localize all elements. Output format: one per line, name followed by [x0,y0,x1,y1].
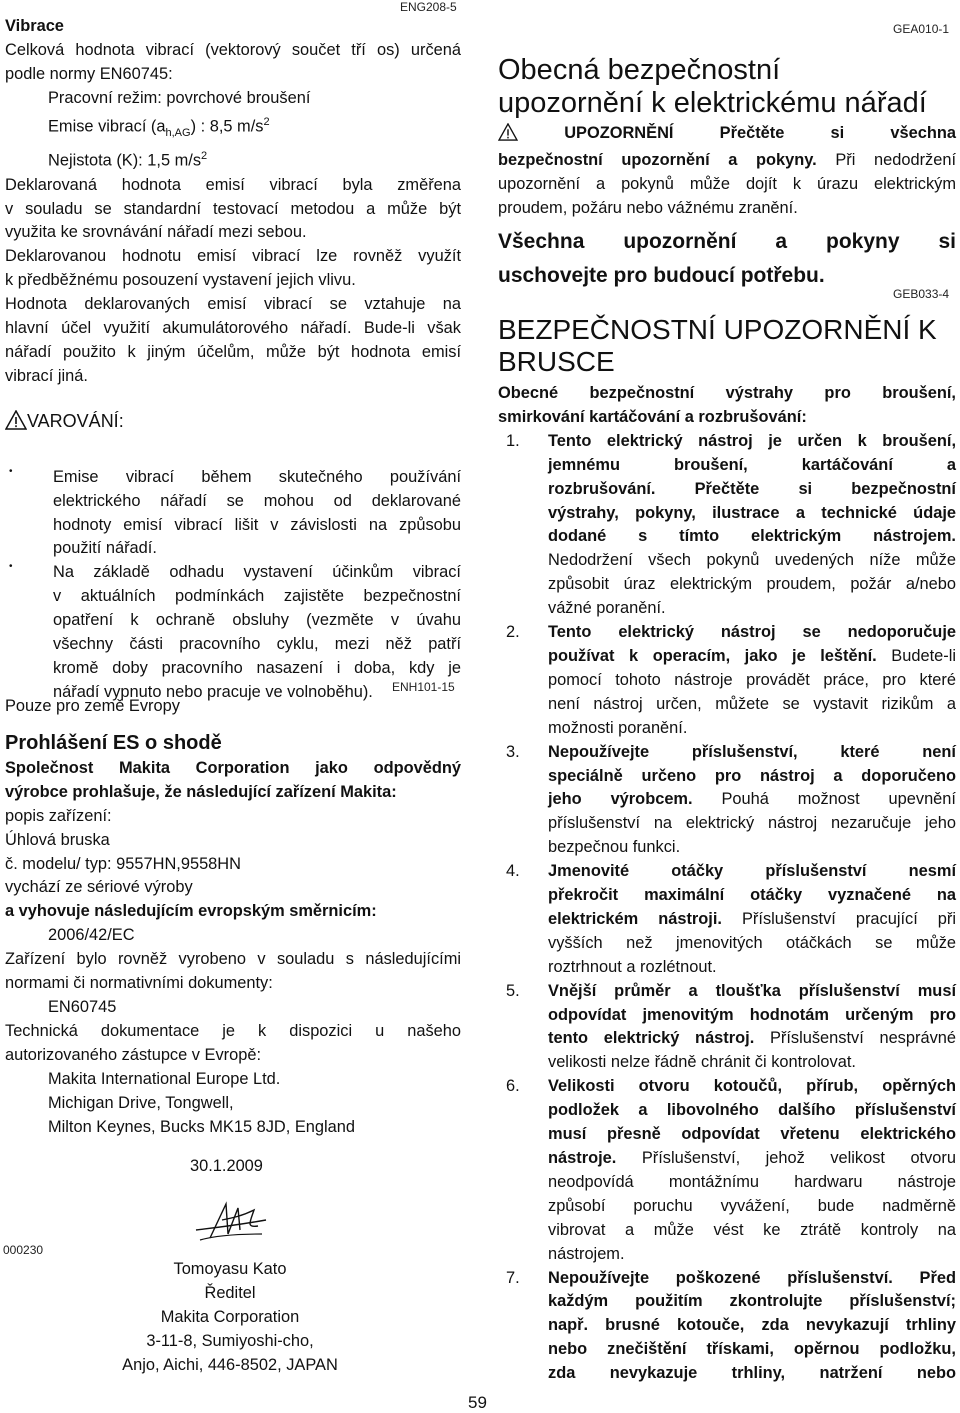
grinder-title: BEZPEČNOSTNÍ UPOZORNĚNÍ K [498,314,937,345]
right-column [498,54,956,293]
paragraph-line: Deklarovaná hodnota emisí vibrací byla změřena [5,175,461,194]
paragraph-line: vibrací jiná. [5,366,88,385]
warning-heading: VAROVÁNÍ: [5,410,461,437]
list-item-line: hodnoty emisí vibrací lišit v závislosti na způsobu [53,515,461,534]
item-number: 2. [506,623,520,642]
declaration-text: výrobce prohlašuje, že následující zařízení Makita: [5,782,397,801]
signatory-block [90,1258,370,1378]
item-number: 7. [506,1268,520,1287]
list-item-line: opatření k ochraně obsluhy (vezměte v úvahu [53,611,461,630]
item-line: Vnější průměr a tloušťka příslušenství musí [548,981,956,1000]
device-label: popis zařízení: [5,806,112,825]
address-line: Michigan Drive, Tongwell, [48,1093,234,1112]
signatory-line: Ředitel [204,1283,256,1302]
safety-item [498,430,956,621]
list-item-line: Emise vibrací během skutečného používání [53,467,461,486]
item-line: jemnému broušení, kartáčování a [548,455,956,474]
paragraph-line: využita ke srovnávání nářadí mezi sebou. [5,223,307,242]
item-line: podložek a libovolného dalšího příslušenství [548,1101,956,1120]
item-line: způsobit úraz elektrickým proudem, požár a/nebo [548,575,956,594]
geb-code: GEB033-4 [893,287,950,301]
warning-line: proudem, požáru nebo vážnému zranění. [498,198,798,217]
model-line: č. modelu/ typ: 9557HN,9558HN [5,854,241,873]
list-item [5,466,461,562]
keep-instructions: Všechna upozornění a pokyny si [498,229,956,253]
list-item-line: elektrického nářadí se mohou od deklarované [53,491,461,510]
general-safety-title: upozornění k elektrickému nářadí [498,87,927,119]
grinder-title: BRUSCE [498,346,615,377]
signature-image [192,1190,272,1255]
vibration-emission: Emise vibrací $(a_{h,AG})$ : 8,5 $m/s^2$ [48,115,270,139]
left-column [5,15,461,705]
item-line: rozbrušování. Přečtěte si bezpečnostní [548,479,956,498]
paragraph-line: nářadí použito k jiným účelům, může být hodnota emisí [5,343,461,361]
item-line: musí přesně odpovídat vřetenu elektrického [548,1125,956,1144]
item-line: elektrickém nástroji. Příslušenství pracující při [548,909,956,928]
grinder-intro: smirkování kartáčování a rozbrušování: [498,407,807,426]
general-safety-title: Obecná bezpečnostní [498,54,781,86]
item-line: speciálně určeno pro nástroj a doporučeno [548,766,956,785]
tech-doc-text: Technická dokumentace je k dispozici u našeho [5,1021,461,1040]
item-line: tento elektrický nástroj. Příslušenství nesprávné [548,1029,956,1048]
signatory-line: Anjo, Aichi, 446-8502, JAPAN [122,1355,338,1374]
item-line: Jmenovité otáčky příslušenství nesmí [548,862,956,881]
directive-label: a vyhovuje následujícím evropským směrnicím: [5,902,377,921]
enh-code: ENH101-15 [392,680,455,694]
item-line: jeho výrobcem. Pouhá možnost upevnění [548,790,956,809]
paragraph-line: k předběžnému posouzení vystavení jejich vlivu. [5,271,356,290]
item-line: Nepoužívejte poškozené příslušenství. Před [548,1268,956,1287]
warning-list [5,466,461,705]
tech-doc-text: autorizovaného zástupce v Evropě: [5,1045,262,1064]
declaration-date: 30.1.2009 [190,1157,263,1175]
bullet-icon: • [9,561,13,573]
item-line: používat k operacím, jako je leštění. Budete-li [548,646,956,665]
item-line: příslušenství na elektrický nástroj nezaručuje jeho [548,814,956,833]
safety-item [498,980,956,1076]
warning-line: bezpečnostní upozornění a pokyny. Při nedodržení [498,150,957,169]
standards-text: normami či normativními dokumenty: [5,974,273,993]
item-line: Nedodržení všech pokynů uvedených níže může [548,551,956,570]
warning-triangle-icon [5,410,27,437]
list-item-line: Na základě odhadu vystavení účinkům vibrací [53,563,461,582]
item-line: překročit maximální otáčky vyznačené na [548,886,956,905]
doc-code: 000230 [3,1243,44,1257]
item-line: nástroje. Příslušenství, jehož velikost otvoru [548,1149,956,1167]
list-item-line: všechny části pracovního cyklu, mezi něž patří [53,635,461,654]
item-number: 3. [506,742,520,761]
item-number: 4. [506,862,520,881]
europe-only: Pouze pro země Evropy [5,697,180,715]
list-item-line: v aktuálních podmínkách zajistěte bezpečnostní [53,587,461,606]
item-line: velikosti nelze řádně chránit či kontrolovat. [548,1053,856,1072]
list-item-line: nářadí vypnuto nebo pracuje ve volnoběhu). [53,682,373,701]
item-line: odpovídat jmenovitým hodnotám určeným pro [548,1005,956,1024]
safety-item [498,621,956,741]
series-line: vychází ze sériové výroby [5,878,193,897]
vibration-heading: Vibrace [5,17,64,35]
list-item-line: kromě doby pracovního nasazení i doba, kdy je [53,658,461,677]
declaration-title: Prohlášení ES o shodě [5,731,222,754]
item-number: 5. [506,981,520,1000]
item-number: 6. [506,1077,520,1096]
paragraph-line: Hodnota deklarovaných emisí vibrací se vztahuje na [5,295,461,314]
work-mode: Pracovní režim: povrchové broušení [48,88,311,107]
signatory-line: Makita Corporation [160,1307,300,1326]
item-line: nebo znečištění třískami, opěrnou podložku, [548,1340,956,1359]
item-line: dodané s tímto elektrickým nástrojem. [548,527,956,546]
item-line: bezpečnou funkci. [548,838,681,857]
warning-line: upozornění a pokynů může dojít k úrazu elektrickým [498,174,956,193]
list-item-line: použití nářadí. [53,539,157,558]
item-line: Tento elektrický nástroj se nedoporučuje [548,623,956,642]
safety-item-list [498,430,956,1386]
standards-text: Zařízení bylo rovněž vyrobeno v souladu s následujícími [5,950,461,969]
item-line: možnosti poranění. [548,718,688,737]
device-value: Úhlová bruska [5,830,110,849]
vibration-intro-line: podle normy EN60745: [5,64,173,83]
safety-item [498,741,956,861]
signatory-line: 3-11-8, Sumiyoshi-cho, [146,1331,314,1350]
item-line: zda nevykazuje trhliny, natržení nebo [548,1364,956,1383]
safety-item [498,1267,956,1387]
declaration-section [5,695,461,1139]
item-line: Velikosti otvoru kotoučů, přírub, opěrných [548,1077,956,1096]
signatory-line: Tomoyasu Kato [173,1260,287,1278]
safety-item [498,1075,956,1266]
item-line: způsobí poruchu vyvážení, bude nadměrně [548,1196,956,1215]
warning-line: UPOZORNĚNÍ Přečtěte si všechna [498,122,956,149]
item-line: každým použitím zkontrolujte příslušenství; [548,1292,956,1311]
safety-item [498,860,956,980]
address-line: Milton Keynes, Bucks MK15 8JD, England [48,1117,356,1136]
item-number: 1. [506,431,520,450]
item-line: roztrhnout a rozlétnout. [548,957,717,976]
document-code-left: ENG208-5 [400,0,457,14]
item-line: vyšších než jmenovitých otáčkách se může [548,933,956,952]
standard-value: EN60745 [48,997,117,1016]
item-line: výstrahy, pokyny, ilustrace a technické údaje [548,503,956,522]
warning-triangle-icon [498,123,518,149]
paragraph-line: v souladu se standardní testovací metodou a může být [5,199,461,218]
item-line: např. brusné kotouče, zda nevykazují trhliny [548,1316,956,1335]
document-code-right: GEA010-1 [893,22,950,36]
item-line: neodpovídá montážnímu hardwaru nástroje [548,1172,956,1191]
grinder-section [498,314,956,1386]
uncertainty: Nejistota (K): 1,5 $m/s^2$ [48,150,208,170]
item-line: vibrovat a může vést ke ztrátě kontroly na [548,1220,956,1239]
page-number: 59 [468,1393,487,1412]
directive-value: 2006/42/EC [48,926,135,945]
bullet-icon: • [9,465,13,477]
paragraph-line: Deklarovanou hodnotu emisí vibrací lze rovněž využít [5,247,461,266]
vibration-intro-line: Celková hodnota vibrací (vektorový součet tří os) určená [5,40,461,59]
item-line: není nástroj určen, můžete se vystavit rizikům a [548,694,956,713]
grinder-intro: Obecné bezpečnostní výstrahy pro broušení, [498,384,956,402]
keep-instructions: uschovejte pro budoucí potřebu. [498,263,825,287]
declaration-text: Společnost Makita Corporation jako odpovědný [5,758,461,777]
item-line: nástrojem. [548,1244,625,1263]
item-line: vážné poranění. [548,599,666,618]
item-line: Tento elektrický nástroj je určen k broušení, [548,431,956,450]
item-line: pomocí tohoto nástroje provádět práce, pro které [548,670,956,689]
address-line: Makita International Europe Ltd. [48,1069,281,1088]
item-line: Nepoužívejte příslušenství, které není [548,742,956,761]
paragraph-line: hlavní účel využití akumulátorového nářadí. Bude-li však [5,319,461,338]
